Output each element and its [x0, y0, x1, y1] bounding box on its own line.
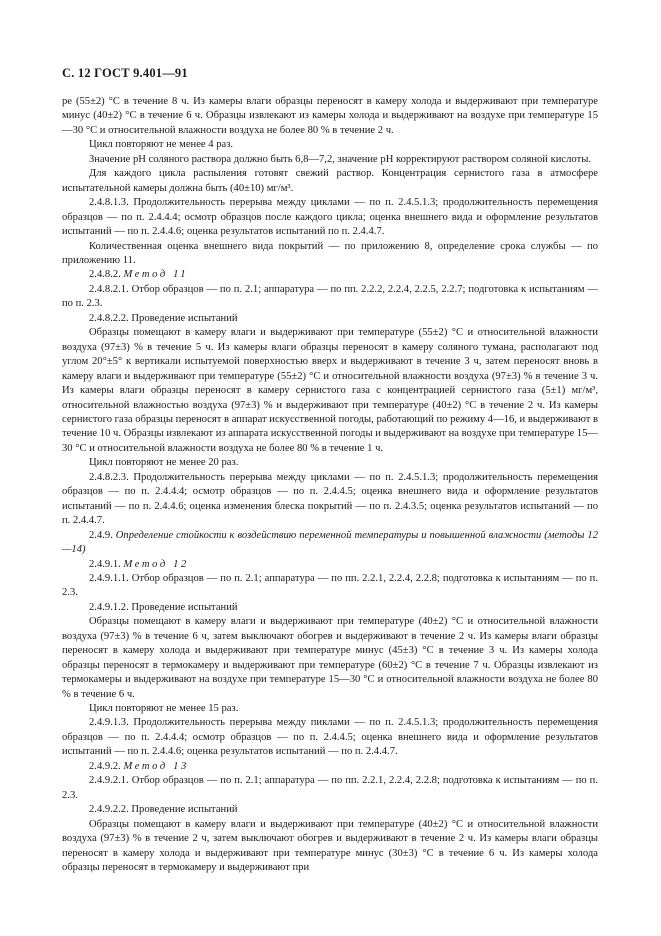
- method-heading: [62, 558, 598, 572]
- section-heading: [62, 529, 598, 558]
- section-number: 2.4.9.: [89, 529, 116, 541]
- paragraph: 2.4.9.1.2. Проведение испытаний: [89, 601, 238, 613]
- paragraph: Образцы помещают в камеру влаги и выдерживают при температуре (40±2) °С и относительной влажности воздуха (97±3) % в течение 6 ч, затем выключают обогрев и выдерживают в течение 2 ч. Из камеры влаги образцы переносят в камеру холода и выдерживают при температуре минус (45±3) °С в течение 3 ч. Из камеры холода образцы переносят в термокамеру и выдерживают при температуре (60±2) °С в течение 7 ч. Образцы извлекают из термокамеры и выдерживают на воздухе при температуре 15—30 °С и относительной влажности воздуха не более 80 % в течение 6 ч.: [62, 616, 598, 700]
- document-body: [62, 95, 598, 875]
- paragraph: Количественная оценка внешнего вида покрытий — по приложению 8, определение срока службы — по приложению 11.: [62, 240, 598, 266]
- paragraph: Образцы помещают в камеру влаги и выдерживают при температуре (55±2) °С и относительной влажности воздуха (97±3) % в течение 5 ч. Из камеры влаги образцы переносят в камеру соляного тумана, располагают под углом 20°±5° к вертикали испытуемой поверхностью вверх и выдерживают в течение 3 ч, затем переносят вновь в камеру влаги и выдерживают при температуре (55±2) °С и относительной влажности воздуха (97±3) % в течение 3 ч. Из камеры влаги образцы переносят в камеру сернистого газа с концентрацией сернистого газа (5±1) мг/м³, относительной влажностью воздуха (97±3) % и выдерживают при температуре (40±2) °С в течение 2 ч. Из камеры сернистого газа образцы переносят в аппарат искусственной погоды, работающий по режиму 4—16, и выдерживают в течение 10 ч. Образцы извлекают из аппарата искусственной погоды и выдерживают на воздухе при температуре 15—30 °С и относительной влажности воздуха не более 80 % в течение 1 ч.: [62, 327, 598, 454]
- paragraph: 2.4.8.2.1. Отбор образцов — по п. 2.1; аппаратура — по пп. 2.2.2, 2.2.4, 2.2.5, 2.2.7; подготовка к испытаниям — по п. 2.3.: [62, 283, 598, 310]
- paragraph: 2.4.9.2.1. Отбор образцов — по п. 2.1; аппаратура — по пп. 2.2.1, 2.2.4, 2.2.8; подготовка к испытаниям — по п. 2.3.: [62, 775, 598, 801]
- paragraph: 2.4.9.1.1. Отбор образцов — по п. 2.1; аппаратура — по пп. 2.2.1, 2.2.4, 2.2.8; подготовка к испытаниям — по п. 2.3.: [62, 572, 598, 599]
- paragraph: Цикл повторяют не менее 4 раз.: [89, 139, 234, 151]
- paragraph: 2.4.8.1.3. Продолжительность перерыва между циклами — по п. 2.4.5.1.3; продолжительность перемещения образцов — по п. 2.4.4.4; осмотр образцов после каждого цикла; оценка внешнего вида и оформление результатов испытаний — по п. 2.4.4.6; оценка результатов испытаний по п. 2.4.4.7.: [62, 197, 598, 238]
- section-number: 2.4.8.2.: [89, 269, 124, 281]
- paragraph: Образцы помещают в камеру влаги и выдерживают при температуре (40±2) °С и относительной влажности воздуха (97±3) % в течение 2 ч, затем выключают обогрев и выдерживают в течение 2 ч. Из камеры влаги образцы переносят в камеру холода и выдерживают при температуре минус (30±3) °С в течение 6 ч. Из камеры холода образцы переносят в термокамеру и выдерживают при: [62, 818, 598, 874]
- section-title: Определение стойкости к воздействию переменной температуры и повышенной влажности (методы 12—14): [62, 529, 598, 556]
- method-title: Метод 11: [123, 269, 189, 281]
- paragraph: Для каждого цикла распыления готовят свежий раствор. Концентрация сернистого газа в атмосфере испытательной камеры должна быть (40±10) мг/м³.: [62, 168, 598, 194]
- method-title: Метод 13: [123, 760, 189, 772]
- paragraph: Значение pH соляного раствора должно быть 6,8—7,2, значение pH корректируют раствором соляной кислоты.: [89, 153, 591, 165]
- paragraph: 2.4.9.1.3. Продолжительность перерыва между пиклами — по п. 2.4.5.1.3; продолжительность перемещения образцов — по п. 2.4.4.4; осмотр образцов — по п. 2.4.4.5; оценка внешнего вида и оформление результатов испытаний — по п. 2.4.4.6; оценка результатов испытаний — по п. 2.4.4.7.: [62, 717, 598, 758]
- method-heading: [62, 760, 598, 774]
- section-number: 2.4.9.2.: [89, 760, 124, 772]
- paragraph: Цикл повторяют не менее 20 раз.: [89, 457, 239, 469]
- page-header: С. 12 ГОСТ 9.401—91: [62, 66, 188, 80]
- paragraph: 2.4.9.2.2. Проведение испытаний: [89, 804, 238, 816]
- paragraph: Цикл повторяют не менее 15 раз.: [89, 703, 239, 715]
- method-heading: [62, 268, 598, 282]
- paragraph: ре (55±2) °С в течение 8 ч. Из камеры влаги образцы переносят в камеру холода и выдерживают при температуре минус (40±2) °С в течение 6 ч. Образцы извлекают из камеры холода и выдерживают на воздухе при температуре 15—30 °С и относительной влажности воздуха не более 80 % в течение 2 ч.: [62, 96, 598, 136]
- paragraph: 2.4.8.2.2. Проведение испытаний: [89, 312, 238, 324]
- section-number: 2.4.9.1.: [89, 558, 124, 570]
- paragraph: 2.4.8.2.3. Продолжительность перерыва между циклами — по п. 2.4.5.1.3; продолжительность перемещения образцов — по п. 2.4.4.4; осмотр образцов — по п. 2.4.4.5; оценка внешнего вида и оформление результатов испытаний — по п. 2.4.4.6; оценка изменения блеска покрытий — по п. 2.4.3.5; оценка результатов испытаний — по п. 2.4.4.7.: [62, 471, 598, 527]
- method-title: Метод 12: [123, 558, 189, 570]
